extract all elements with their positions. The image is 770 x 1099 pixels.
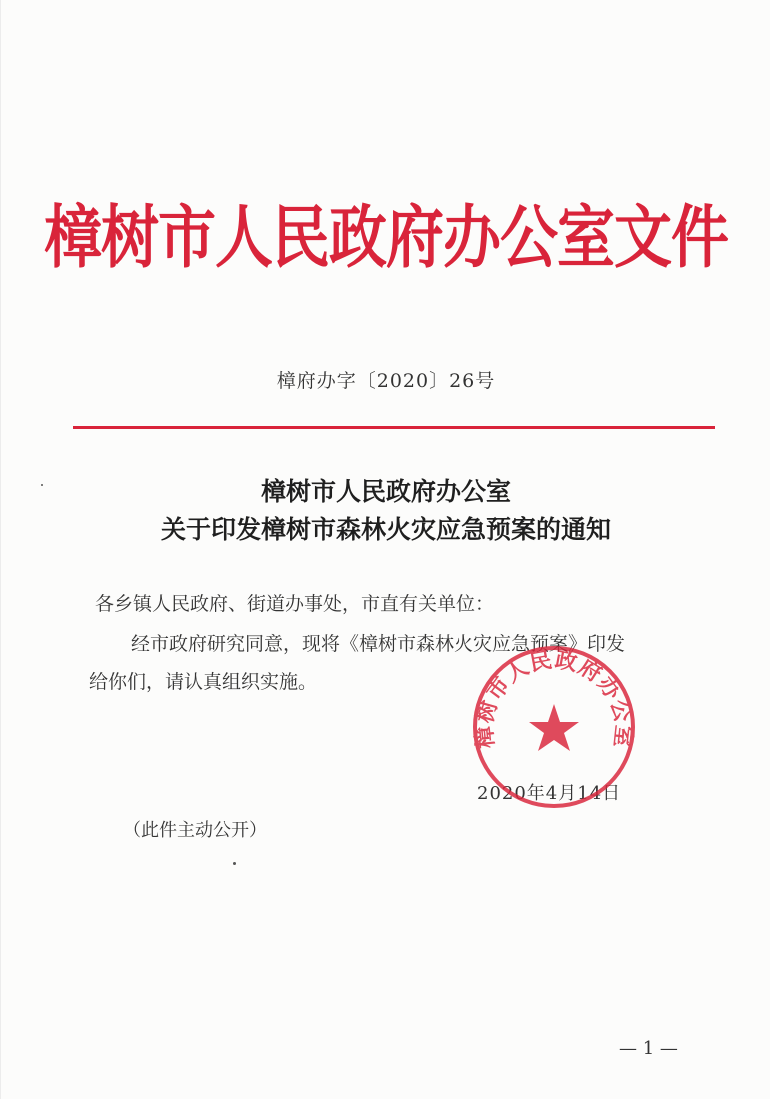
title-line-2: 关于印发樟树市森林火灾应急预案的通知 [160,515,611,544]
body-line-1: 经市政府研究同意，现将《樟树市森林火灾应急预案》印发 [131,633,626,655]
document-number: 樟府办字〔2020〕26号 [276,370,496,392]
seal-text: 樟树市人民政府办公室 [471,646,637,750]
scan-speck [41,484,43,486]
red-masthead: 樟树市人民政府办公室文件 [43,197,728,278]
star-icon [529,704,579,751]
body-line-2: 给你们，请认真组织实施。 [89,671,318,693]
disclosure-note: （此件主动公开） [123,820,267,841]
salutation: 各乡镇人民政府、街道办事处，市直有关单位： [95,593,495,615]
page-number: — 1 — [619,1038,678,1059]
issue-date: 2020年4月14日 [477,783,622,804]
title-line-1: 樟树市人民政府办公室 [260,477,511,506]
official-seal [469,642,639,812]
scan-speck [233,862,236,865]
red-divider-line [73,426,715,429]
